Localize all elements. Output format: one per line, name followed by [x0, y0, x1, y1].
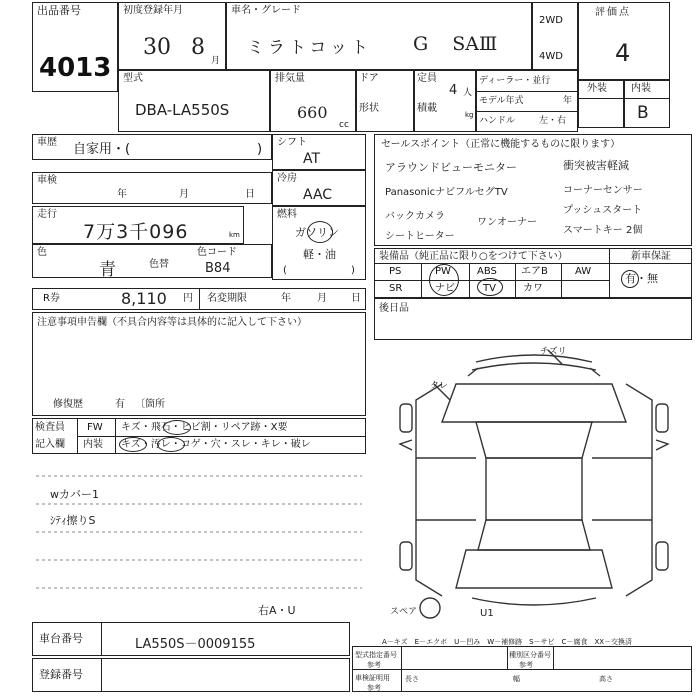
grade: G SAⅢ — [413, 33, 498, 55]
after-install-box — [374, 298, 692, 340]
model-code-label: 型式 — [123, 73, 143, 84]
selling-point-collision: 衝突被害軽減 — [563, 159, 629, 172]
mileage-label: 走行 — [37, 209, 57, 220]
model-designation-label: 型式指定番号 — [355, 651, 397, 659]
vehicle-history-row — [32, 134, 272, 160]
displacement-box — [270, 70, 356, 132]
roof — [486, 458, 582, 520]
month-unit: 月 — [211, 56, 221, 66]
displacement-label: 排気量 — [275, 73, 305, 84]
inspection-year-unit: 年 — [117, 189, 127, 200]
cc-unit: cc — [339, 120, 349, 130]
color-code-label: 色コード — [197, 247, 237, 258]
equipment-title: 装備品（純正品に限り○をつけて下さい） — [379, 251, 568, 262]
diagram-label-bottom: U1 — [480, 608, 494, 619]
selling-point-back-camera: バックカメラ — [385, 211, 445, 222]
rating-label: 評価点 — [595, 7, 631, 18]
rear-window — [478, 520, 590, 550]
interior-label-inspector: 内装 — [83, 439, 103, 450]
diagram-label-spare: スペア — [390, 607, 418, 617]
person-unit: 人 — [463, 88, 473, 98]
chassis-label: 車台番号 — [39, 632, 83, 645]
equip-navi: ナビ — [435, 283, 455, 294]
warranty-circle — [621, 270, 639, 288]
int-scratch-circle — [119, 437, 147, 452]
fuel-gasoline: ガソリン — [295, 226, 339, 239]
category-number-ref: 参考 — [519, 661, 533, 669]
wheel-fr — [656, 404, 668, 432]
first-registration-year: 30 — [143, 35, 171, 60]
diagram-label-u: 右A・U — [258, 604, 296, 617]
selling-points-title: セールスポイント（正常に機能するものに限ります） — [381, 139, 621, 150]
ac-box — [272, 170, 366, 206]
model-code-box — [118, 70, 270, 132]
fuel-paren-open: ( — [283, 265, 287, 276]
km-unit: km — [229, 231, 240, 239]
new-car-warranty-label: 新車保証 — [631, 251, 671, 262]
front-bumper — [476, 355, 592, 362]
diagram-label-left: タレ — [430, 381, 449, 391]
repair-label: 修復歴 — [53, 399, 83, 410]
equip-aw: AW — [575, 266, 592, 277]
model-grade-box — [226, 2, 532, 70]
selling-point-corner-sensor: コーナーセンサー — [563, 185, 643, 196]
repair-value: 有 — [115, 399, 125, 410]
shift-value: AT — [303, 151, 321, 167]
selling-points-box — [374, 134, 692, 246]
wheel-fl — [400, 404, 412, 432]
steering-options: 左・右 — [539, 116, 567, 126]
shift-box — [272, 134, 366, 170]
history-value: 自家用・( — [73, 142, 131, 157]
inspection-row — [32, 172, 272, 204]
lot-number-label: 出品番号 — [37, 4, 81, 17]
kg-unit: kg — [465, 111, 474, 119]
comment-area — [32, 454, 366, 614]
warranty-value: 有・無 — [625, 272, 658, 285]
dealer-label: ディーラー・並行 — [479, 76, 551, 86]
fuel-light-oil: 軽・油 — [303, 248, 336, 261]
door-shape-box — [356, 70, 414, 132]
model-name: ミラトコット — [247, 38, 372, 58]
displacement-value: 660 — [297, 103, 328, 122]
dealer-box — [476, 70, 578, 132]
model-designation-ref: 参考 — [367, 661, 381, 669]
exterior-label: 外装 — [587, 83, 607, 94]
inspection-day-unit: 日 — [245, 189, 255, 200]
shift-label: シフト — [277, 137, 307, 148]
equip-leather: カワ — [523, 283, 543, 294]
trunk — [456, 550, 612, 588]
lot-number: 4013 — [39, 53, 112, 83]
interior-grade: B — [637, 103, 649, 123]
pw-navi-circle — [429, 264, 459, 296]
load-label: 積載 — [417, 103, 437, 114]
comment-lines — [32, 454, 366, 614]
color-change-label: 色替 — [149, 259, 169, 270]
hood-outline — [442, 384, 626, 422]
category-number-label: 種別区分番号 — [509, 651, 551, 659]
interior-label: 内装 — [631, 83, 651, 94]
equip-airbag: エアB — [521, 266, 548, 277]
tv-circle — [477, 278, 503, 296]
drive-4wd: 4WD — [539, 51, 563, 62]
equip-sr: SR — [389, 283, 403, 294]
selling-point-seat-heater: シートヒーター — [385, 231, 455, 242]
gasoline-circle — [307, 221, 333, 243]
inspection-cert-ref: 参考 — [367, 684, 381, 692]
car-diagram — [376, 340, 692, 630]
recycle-label: R券 — [43, 293, 60, 304]
length-label: 長さ — [405, 675, 419, 683]
drive-box — [532, 2, 578, 70]
exterior-damage-items: キズ・飛石・ヒビ割・リペア跡・X要 — [121, 422, 288, 433]
fuel-paren-close: ) — [351, 265, 355, 276]
lot-number-box — [32, 2, 118, 92]
fw-label: FW — [87, 422, 103, 433]
rear-bumper — [472, 598, 596, 605]
capacity-value: 4 — [449, 83, 458, 98]
inspector-label-top: 検査員 — [35, 422, 65, 433]
drive-2wd: 2WD — [539, 15, 563, 26]
chassis-value: LA550S－0009155 — [135, 637, 256, 652]
equip-pw: PW — [435, 266, 451, 277]
inspection-cert-label: 車検証明用 — [355, 674, 390, 682]
right-side — [626, 384, 652, 596]
capacity-label: 定員 — [417, 73, 437, 84]
selling-point-navi: PanasonicナビフルセグTV — [385, 187, 508, 198]
certificate-box — [352, 646, 692, 692]
mileage-row — [32, 206, 244, 244]
windshield — [476, 422, 592, 458]
ac-label: 冷房 — [277, 173, 297, 184]
inspector-label-bottom: 記入欄 — [35, 439, 65, 450]
notes-title: 注意事項申告欄（不具合内容等は具体的に記入して下さい） — [37, 317, 307, 328]
front-bumper-inner — [472, 363, 596, 370]
recycle-row — [32, 288, 366, 310]
equip-ps: PS — [389, 266, 402, 277]
name-change-day: 日 — [351, 293, 361, 304]
first-registration-box — [118, 2, 226, 70]
selling-point-smart-key: スマートキー 2個 — [563, 225, 643, 236]
shape-label: 形状 — [359, 103, 379, 114]
equip-tv: TV — [483, 283, 496, 294]
width-label: 幅 — [513, 675, 520, 683]
inspector-box — [32, 418, 366, 454]
notes-box — [32, 312, 366, 416]
registration-row — [32, 658, 350, 692]
location-label: 〔箇所 — [135, 399, 165, 410]
name-change-label: 名変期限 — [207, 293, 247, 304]
color-label: 色 — [37, 247, 47, 258]
inspection-month-unit: 月 — [179, 189, 189, 200]
capacity-box — [414, 70, 476, 132]
registration-label: 登録番号 — [39, 668, 83, 681]
ac-value: AAC — [303, 187, 333, 203]
selling-point-push-start: プッシュスタート — [563, 205, 643, 216]
name-change-year: 年 — [281, 293, 291, 304]
rating-value: 4 — [615, 39, 631, 67]
damage-legend: A－キズ E－エクボ U－凹み W－補修跡 S－サビ C－腐食 XX－交換済 — [382, 638, 633, 646]
interior-damage-items: キズ・汚レ・コゲ・穴・スレ・キレ・破レ — [121, 439, 311, 450]
selling-point-one-owner: ワンオーナー — [477, 217, 537, 228]
model-year-label: モデル年式 — [479, 96, 524, 106]
chassis-row — [32, 622, 350, 656]
history-close: ) — [257, 142, 263, 157]
history-label: 車歴 — [37, 137, 57, 148]
inspection-label: 車検 — [37, 175, 57, 186]
model-year-unit: 年 — [563, 96, 573, 106]
fuel-box — [272, 206, 366, 280]
model-grade-label: 車名・グレード — [231, 5, 301, 16]
wheel-rr — [656, 542, 668, 570]
car-diagram-svg — [376, 340, 692, 630]
model-code: DBA-LA550S — [135, 101, 230, 119]
equip-abs: ABS — [477, 266, 497, 277]
fuel-label: 燃料 — [277, 209, 297, 220]
spare-tire — [420, 598, 440, 618]
comment-2: ｼﾃｨ擦りS — [50, 514, 96, 527]
comment-1: wカバー1 — [50, 488, 99, 501]
left-side — [416, 384, 442, 596]
name-change-month: 月 — [317, 293, 327, 304]
first-registration-month: 8 — [191, 35, 205, 60]
color-value: 青 — [99, 260, 116, 280]
equipment-box — [374, 248, 692, 298]
first-registration-label: 初度登録年月 — [123, 5, 183, 16]
recycle-amount: 8,110 — [121, 289, 167, 308]
door-label: ドア — [359, 73, 379, 84]
wheel-rl — [400, 542, 412, 570]
chip-circle — [163, 420, 191, 435]
rating-box — [578, 2, 670, 128]
color-row — [32, 244, 272, 278]
after-install-label: 後日品 — [379, 303, 409, 314]
height-label: 高さ — [599, 675, 613, 683]
yen-unit: 円 — [183, 293, 193, 304]
color-code: B84 — [205, 261, 231, 276]
int-stain-circle — [157, 437, 185, 452]
selling-point-around-view: アラウンドビューモニター — [385, 161, 517, 174]
mileage-value: 7万3千096 — [83, 221, 189, 243]
diagram-label-top: チズリ — [540, 347, 567, 357]
steering-label: ハンドル — [479, 116, 516, 126]
